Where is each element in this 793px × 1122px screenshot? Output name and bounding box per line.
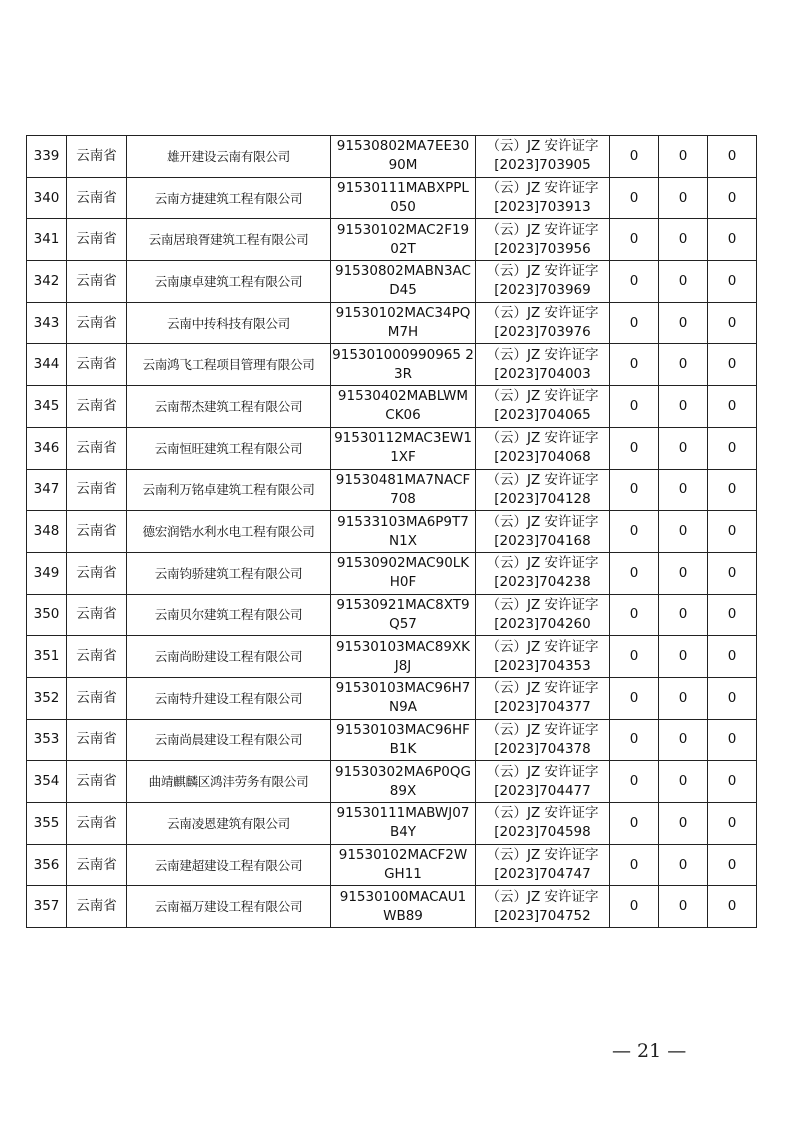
- credit-code-line-2: 02T: [390, 240, 416, 257]
- license-number-cell: [476, 427, 610, 469]
- license-number-cell: [476, 386, 610, 428]
- count-cell-2: 0: [659, 677, 708, 719]
- company-name-cell: 云南尚盼建设工程有限公司: [127, 636, 331, 678]
- license-number-line-2: [2023]704065: [494, 407, 591, 424]
- row-number-cell: 339: [27, 136, 67, 178]
- count-cell-1: 0: [610, 844, 659, 886]
- count-cell-3: 0: [708, 177, 757, 219]
- company-table: [26, 135, 757, 928]
- count-cell-2: 0: [659, 761, 708, 803]
- province-cell: 云南省: [67, 219, 127, 261]
- company-name-cell: 云南福万建设工程有限公司: [127, 886, 331, 928]
- table-row: [27, 761, 757, 803]
- license-number-line-2: [2023]704598: [494, 824, 591, 841]
- credit-code-cell: [331, 177, 476, 219]
- credit-code-line-1: 91530102MACF2W: [338, 847, 468, 864]
- count-cell-3: 0: [708, 636, 757, 678]
- credit-code-line-2: J8J: [394, 657, 412, 674]
- credit-code-line-2: N1X: [389, 532, 417, 549]
- row-number-cell: 343: [27, 302, 67, 344]
- credit-code-cell: [331, 427, 476, 469]
- license-number-line-2: [2023]704353: [494, 657, 591, 674]
- credit-code-cell: [331, 803, 476, 845]
- license-number-line-1: （云）JZ 安许证字: [486, 221, 599, 238]
- count-cell-3: 0: [708, 844, 757, 886]
- company-name-cell: 云南居琅胥建筑工程有限公司: [127, 219, 331, 261]
- table-row: [27, 594, 757, 636]
- license-number-line-1: （云）JZ 安许证字: [486, 763, 599, 780]
- credit-code-cell: [331, 469, 476, 511]
- count-cell-1: 0: [610, 469, 659, 511]
- license-number-cell: [476, 803, 610, 845]
- license-number-line-2: [2023]704477: [494, 782, 591, 799]
- row-number-cell: 356: [27, 844, 67, 886]
- province-cell: 云南省: [67, 386, 127, 428]
- company-name-cell: 云南利万铭卓建筑工程有限公司: [127, 469, 331, 511]
- count-cell-1: 0: [610, 261, 659, 303]
- license-number-line-1: （云）JZ 安许证字: [486, 346, 599, 363]
- license-number-line-2: [2023]704260: [494, 615, 591, 632]
- table-row: [27, 844, 757, 886]
- license-number-line-1: （云）JZ 安许证字: [486, 888, 599, 905]
- count-cell-3: 0: [708, 719, 757, 761]
- license-number-line-2: [2023]704238: [494, 574, 591, 591]
- row-number-cell: 340: [27, 177, 67, 219]
- credit-code-line-2: B4Y: [389, 824, 417, 841]
- count-cell-3: 0: [708, 886, 757, 928]
- license-number-line-1: （云）JZ 安许证字: [486, 805, 599, 822]
- table-row: [27, 886, 757, 928]
- credit-code-cell: [331, 136, 476, 178]
- credit-code-line-1: 91530111MABXPPL: [337, 180, 469, 197]
- province-cell: 云南省: [67, 594, 127, 636]
- credit-code-cell: [331, 511, 476, 553]
- license-number-line-1: （云）JZ 安许证字: [486, 555, 599, 572]
- count-cell-1: 0: [610, 386, 659, 428]
- row-number-cell: 346: [27, 427, 67, 469]
- credit-code-cell: [331, 302, 476, 344]
- province-cell: 云南省: [67, 803, 127, 845]
- province-cell: 云南省: [67, 761, 127, 803]
- table-row: [27, 511, 757, 553]
- row-number-cell: 344: [27, 344, 67, 386]
- license-number-line-1: （云）JZ 安许证字: [486, 263, 599, 280]
- license-number-cell: [476, 344, 610, 386]
- count-cell-3: 0: [708, 261, 757, 303]
- company-name-cell: 云南恒旺建筑工程有限公司: [127, 427, 331, 469]
- count-cell-3: 0: [708, 677, 757, 719]
- license-number-line-1: （云）JZ 安许证字: [486, 138, 599, 155]
- row-number-cell: 357: [27, 886, 67, 928]
- count-cell-3: 0: [708, 386, 757, 428]
- province-cell: 云南省: [67, 886, 127, 928]
- license-number-line-2: [2023]703905: [494, 157, 591, 174]
- license-number-cell: [476, 636, 610, 678]
- license-number-line-2: [2023]704747: [494, 866, 591, 883]
- row-number-cell: 342: [27, 261, 67, 303]
- row-number-cell: 345: [27, 386, 67, 428]
- credit-code-line-1: 91530102MAC34PQ: [335, 305, 471, 322]
- credit-code-line-1: 91530481MA7NACF: [335, 471, 471, 488]
- credit-code-line-2: 050: [390, 199, 416, 216]
- row-number-cell: 352: [27, 677, 67, 719]
- license-number-cell: [476, 719, 610, 761]
- credit-code-cell: [331, 761, 476, 803]
- count-cell-2: 0: [659, 177, 708, 219]
- license-number-cell: [476, 469, 610, 511]
- credit-code-line-2: 89X: [389, 782, 417, 799]
- company-name-cell: 云南鸿飞工程项目管理有限公司: [127, 344, 331, 386]
- company-name-cell: 云南方捷建筑工程有限公司: [127, 177, 331, 219]
- license-number-line-1: （云）JZ 安许证字: [486, 430, 599, 447]
- count-cell-2: 0: [659, 636, 708, 678]
- table-body: [27, 136, 757, 928]
- credit-code-line-1: 91530103MAC96H7: [335, 680, 471, 697]
- credit-code-line-2: D45: [389, 282, 417, 299]
- credit-code-line-2: 1XF: [390, 449, 416, 466]
- table-row: [27, 386, 757, 428]
- credit-code-line-1: 91530112MAC3EW1: [334, 430, 472, 447]
- province-cell: 云南省: [67, 469, 127, 511]
- table-row: [27, 344, 757, 386]
- company-name-cell: 云南贝尔建筑工程有限公司: [127, 594, 331, 636]
- count-cell-1: 0: [610, 344, 659, 386]
- credit-code-line-1: 91530302MA6P0QG: [334, 763, 471, 780]
- license-number-cell: [476, 177, 610, 219]
- license-number-cell: [476, 761, 610, 803]
- row-number-cell: 347: [27, 469, 67, 511]
- count-cell-3: 0: [708, 594, 757, 636]
- province-cell: 云南省: [67, 302, 127, 344]
- credit-code-line-2: N9A: [389, 699, 417, 716]
- license-number-line-1: （云）JZ 安许证字: [486, 680, 599, 697]
- credit-code-cell: [331, 219, 476, 261]
- company-name-cell: 曲靖麒麟区鸿沣劳务有限公司: [127, 761, 331, 803]
- license-number-line-2: [2023]704003: [494, 365, 591, 382]
- count-cell-1: 0: [610, 636, 659, 678]
- table-row: [27, 219, 757, 261]
- credit-code-line-2: H0F: [389, 574, 417, 591]
- credit-code-cell: [331, 719, 476, 761]
- count-cell-3: 0: [708, 552, 757, 594]
- count-cell-1: 0: [610, 511, 659, 553]
- province-cell: 云南省: [67, 552, 127, 594]
- count-cell-3: 0: [708, 302, 757, 344]
- license-number-cell: [476, 219, 610, 261]
- credit-code-cell: [331, 261, 476, 303]
- credit-code-line-1: 91530100MACAU1: [339, 888, 467, 905]
- row-number-cell: 349: [27, 552, 67, 594]
- table-row: [27, 469, 757, 511]
- license-number-line-1: （云）JZ 安许证字: [486, 847, 599, 864]
- credit-code-cell: [331, 636, 476, 678]
- credit-code-line-1: 91530902MAC90LK: [336, 555, 470, 572]
- credit-code-cell: [331, 344, 476, 386]
- count-cell-1: 0: [610, 677, 659, 719]
- credit-code-line-1: 91530802MA7EE30: [336, 138, 470, 155]
- count-cell-1: 0: [610, 302, 659, 344]
- row-number-cell: 351: [27, 636, 67, 678]
- count-cell-2: 0: [659, 511, 708, 553]
- count-cell-1: 0: [610, 219, 659, 261]
- count-cell-2: 0: [659, 594, 708, 636]
- table-row: [27, 803, 757, 845]
- count-cell-3: 0: [708, 219, 757, 261]
- license-number-line-2: [2023]703956: [494, 240, 591, 257]
- license-number-line-1: （云）JZ 安许证字: [486, 721, 599, 738]
- credit-code-line-2: Q57: [389, 615, 417, 632]
- license-number-cell: [476, 302, 610, 344]
- company-name-cell: 云南特升建设工程有限公司: [127, 677, 331, 719]
- credit-code-line-1: 91533103MA6P9T7: [337, 513, 469, 530]
- table-row: [27, 719, 757, 761]
- row-number-cell: 341: [27, 219, 67, 261]
- table-row: [27, 261, 757, 303]
- license-number-line-1: （云）JZ 安许证字: [486, 513, 599, 530]
- count-cell-1: 0: [610, 803, 659, 845]
- count-cell-3: 0: [708, 761, 757, 803]
- credit-code-line-1: 91530102MAC2F19: [336, 221, 470, 238]
- table-row: [27, 636, 757, 678]
- credit-code-cell: [331, 594, 476, 636]
- count-cell-2: 0: [659, 469, 708, 511]
- row-number-cell: 348: [27, 511, 67, 553]
- credit-code-line-1: 91530802MABN3AC: [335, 263, 471, 280]
- credit-code-line-2: 90M: [388, 157, 418, 174]
- company-name-cell: 云南钧骄建筑工程有限公司: [127, 552, 331, 594]
- credit-code-cell: [331, 677, 476, 719]
- count-cell-1: 0: [610, 594, 659, 636]
- company-name-cell: 云南尚晨建设工程有限公司: [127, 719, 331, 761]
- license-number-cell: [476, 136, 610, 178]
- credit-code-line-2: B1K: [389, 740, 417, 757]
- credit-code-line-1: 91530402MABLWM: [337, 388, 469, 405]
- count-cell-1: 0: [610, 136, 659, 178]
- count-cell-3: 0: [708, 469, 757, 511]
- license-number-line-2: [2023]704128: [494, 490, 591, 507]
- license-number-line-1: （云）JZ 安许证字: [486, 305, 599, 322]
- credit-code-cell: [331, 844, 476, 886]
- table-row: [27, 552, 757, 594]
- count-cell-2: 0: [659, 427, 708, 469]
- count-cell-1: 0: [610, 552, 659, 594]
- license-number-line-1: （云）JZ 安许证字: [486, 638, 599, 655]
- province-cell: 云南省: [67, 344, 127, 386]
- province-cell: 云南省: [67, 719, 127, 761]
- province-cell: 云南省: [67, 261, 127, 303]
- company-name-cell: 云南建超建设工程有限公司: [127, 844, 331, 886]
- credit-code-line-2: CK06: [385, 407, 421, 424]
- row-number-cell: 354: [27, 761, 67, 803]
- license-number-line-1: （云）JZ 安许证字: [486, 471, 599, 488]
- credit-code-line-2: WB89: [383, 907, 423, 924]
- count-cell-1: 0: [610, 719, 659, 761]
- license-number-cell: [476, 261, 610, 303]
- count-cell-2: 0: [659, 261, 708, 303]
- count-cell-2: 0: [659, 886, 708, 928]
- company-name-cell: 云南中抟科技有限公司: [127, 302, 331, 344]
- company-name-cell: 雄开建设云南有限公司: [127, 136, 331, 178]
- row-number-cell: 350: [27, 594, 67, 636]
- province-cell: 云南省: [67, 511, 127, 553]
- count-cell-2: 0: [659, 302, 708, 344]
- count-cell-2: 0: [659, 219, 708, 261]
- table-row: [27, 136, 757, 178]
- count-cell-2: 0: [659, 803, 708, 845]
- credit-code-line-2: 708: [390, 490, 416, 507]
- license-number-cell: [476, 886, 610, 928]
- credit-code-line-1: 91530103MAC89XK: [335, 638, 471, 655]
- table-row: [27, 177, 757, 219]
- license-number-line-1: （云）JZ 安许证字: [486, 596, 599, 613]
- count-cell-1: 0: [610, 886, 659, 928]
- count-cell-3: 0: [708, 344, 757, 386]
- row-number-cell: 353: [27, 719, 67, 761]
- province-cell: 云南省: [67, 427, 127, 469]
- province-cell: 云南省: [67, 136, 127, 178]
- credit-code-line-1: 91530111MABWJ07: [336, 805, 470, 822]
- credit-code-line-2: GH11: [384, 866, 422, 883]
- license-number-cell: [476, 594, 610, 636]
- license-number-line-2: [2023]703976: [494, 324, 591, 341]
- license-number-line-1: （云）JZ 安许证字: [486, 388, 599, 405]
- license-number-cell: [476, 844, 610, 886]
- page-number: — 21 —: [612, 1040, 687, 1062]
- license-number-line-2: [2023]704377: [494, 699, 591, 716]
- row-number-cell: 355: [27, 803, 67, 845]
- count-cell-2: 0: [659, 386, 708, 428]
- count-cell-1: 0: [610, 761, 659, 803]
- province-cell: 云南省: [67, 636, 127, 678]
- count-cell-3: 0: [708, 427, 757, 469]
- count-cell-1: 0: [610, 177, 659, 219]
- license-number-line-2: [2023]703969: [494, 282, 591, 299]
- table-row: [27, 427, 757, 469]
- license-number-line-2: [2023]704168: [494, 532, 591, 549]
- table-row: [27, 302, 757, 344]
- license-number-line-2: [2023]704068: [494, 449, 591, 466]
- province-cell: 云南省: [67, 177, 127, 219]
- license-number-cell: [476, 677, 610, 719]
- count-cell-3: 0: [708, 136, 757, 178]
- credit-code-line-1: 91530921MAC8XT9: [336, 596, 470, 613]
- company-name-cell: 德宏润锆水利水电工程有限公司: [127, 511, 331, 553]
- license-number-line-2: [2023]703913: [494, 199, 591, 216]
- company-name-cell: 云南帮杰建筑工程有限公司: [127, 386, 331, 428]
- credit-code-line-2: M7H: [387, 324, 419, 341]
- company-name-cell: 云南康卓建筑工程有限公司: [127, 261, 331, 303]
- credit-code-cell: [331, 886, 476, 928]
- license-number-line-2: [2023]704752: [494, 907, 591, 924]
- credit-code-line-1: 91530103MAC96HF: [336, 721, 470, 738]
- count-cell-2: 0: [659, 552, 708, 594]
- count-cell-3: 0: [708, 511, 757, 553]
- count-cell-2: 0: [659, 844, 708, 886]
- count-cell-3: 0: [708, 803, 757, 845]
- license-number-line-1: （云）JZ 安许证字: [486, 180, 599, 197]
- count-cell-1: 0: [610, 427, 659, 469]
- count-cell-2: 0: [659, 136, 708, 178]
- count-cell-2: 0: [659, 344, 708, 386]
- province-cell: 云南省: [67, 844, 127, 886]
- company-name-cell: 云南凌恩建筑有限公司: [127, 803, 331, 845]
- count-cell-2: 0: [659, 719, 708, 761]
- license-number-cell: [476, 552, 610, 594]
- credit-code-line-2: 3R: [394, 365, 412, 382]
- license-number-cell: [476, 511, 610, 553]
- credit-code-cell: [331, 386, 476, 428]
- table-row: [27, 677, 757, 719]
- license-number-line-2: [2023]704378: [494, 740, 591, 757]
- credit-code-line-1: 915301000990965 2: [332, 346, 474, 363]
- credit-code-cell: [331, 552, 476, 594]
- province-cell: 云南省: [67, 677, 127, 719]
